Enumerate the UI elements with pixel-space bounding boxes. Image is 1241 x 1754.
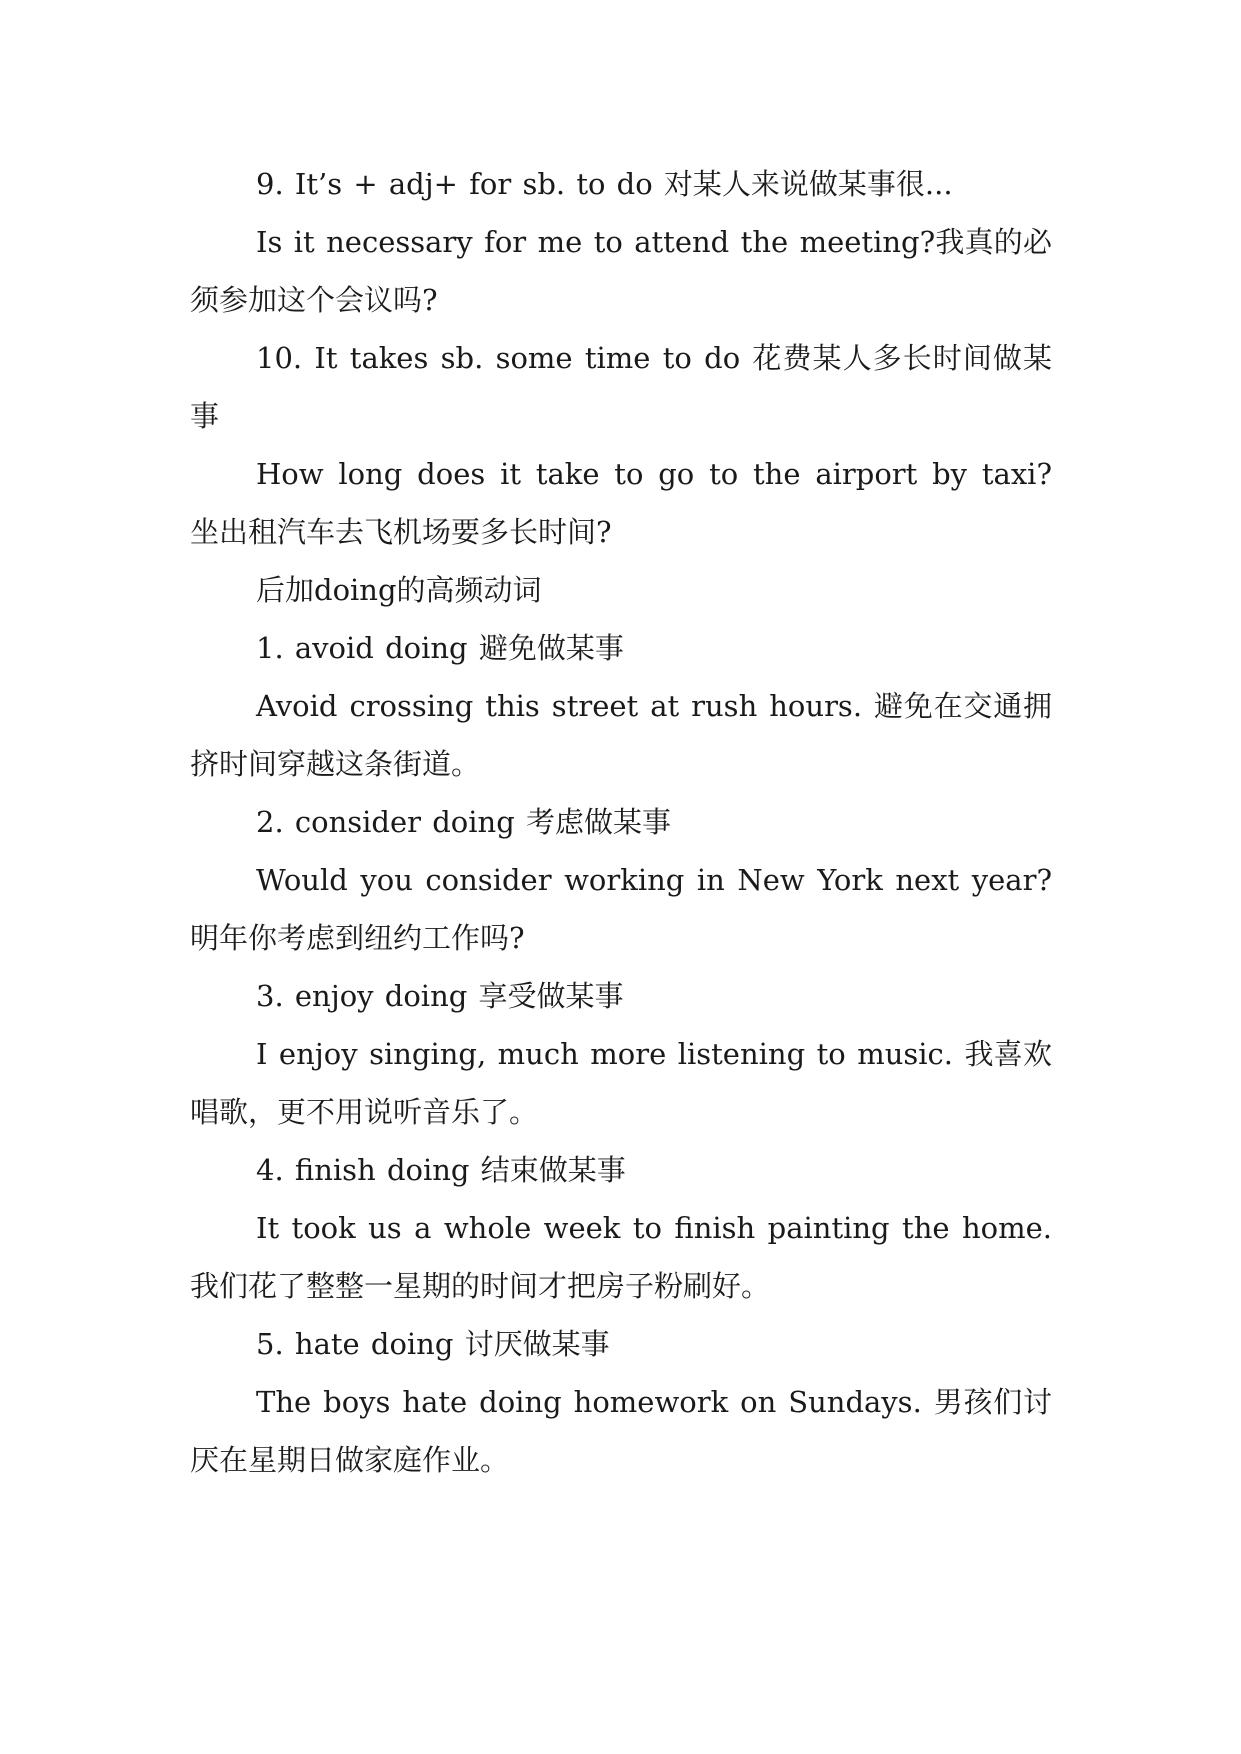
paragraph-verb-3: 3. enjoy doing 享受做某事 (256, 979, 624, 1013)
paragraph-verb-2: 2. consider doing 考虑做某事 (256, 805, 671, 839)
paragraph-verb-5: 5. hate doing 讨厌做某事 (256, 1327, 610, 1361)
paragraph-verb-1: 1. avoid doing 避免做某事 (256, 631, 624, 665)
paragraph-example-2: Would you consider working in New York next year? 明年你考虑到纽约工作吗? (190, 863, 1052, 955)
paragraph-phrase-9: 9. It’s + adj+ for sb. to do 对某人来说做某事很... (256, 167, 953, 201)
paragraph-verb-4: 4. finish doing 结束做某事 (256, 1153, 626, 1187)
paragraph-example-10: How long does it take to go to the airport by taxi? 坐出租汽车去飞机场要多长时间? (190, 457, 1052, 549)
paragraph-example-1: Avoid crossing this street at rush hours. 避免在交通拥挤时间穿越这条街道。 (190, 689, 1052, 781)
paragraph-example-4: It took us a whole week to finish painting the home. 我们花了整整一星期的时间才把房子粉刷好。 (190, 1211, 1052, 1303)
paragraph-phrase-10: 10. It takes sb. some time to do 花费某人多长时间做某事 (190, 341, 1052, 433)
section-heading-doing-verbs: 后加doing的高频动词 (256, 573, 542, 607)
document-body (190, 155, 1052, 1489)
paragraph-example-9: Is it necessary for me to attend the meeting?我真的必须参加这个会议吗? (190, 225, 1052, 317)
paragraph-example-3: I enjoy singing, much more listening to music. 我喜欢唱歌，更不用说听音乐了。 (190, 1037, 1052, 1129)
paragraph-example-5: The boys hate doing homework on Sundays. 男孩们讨厌在星期日做家庭作业。 (190, 1385, 1052, 1477)
